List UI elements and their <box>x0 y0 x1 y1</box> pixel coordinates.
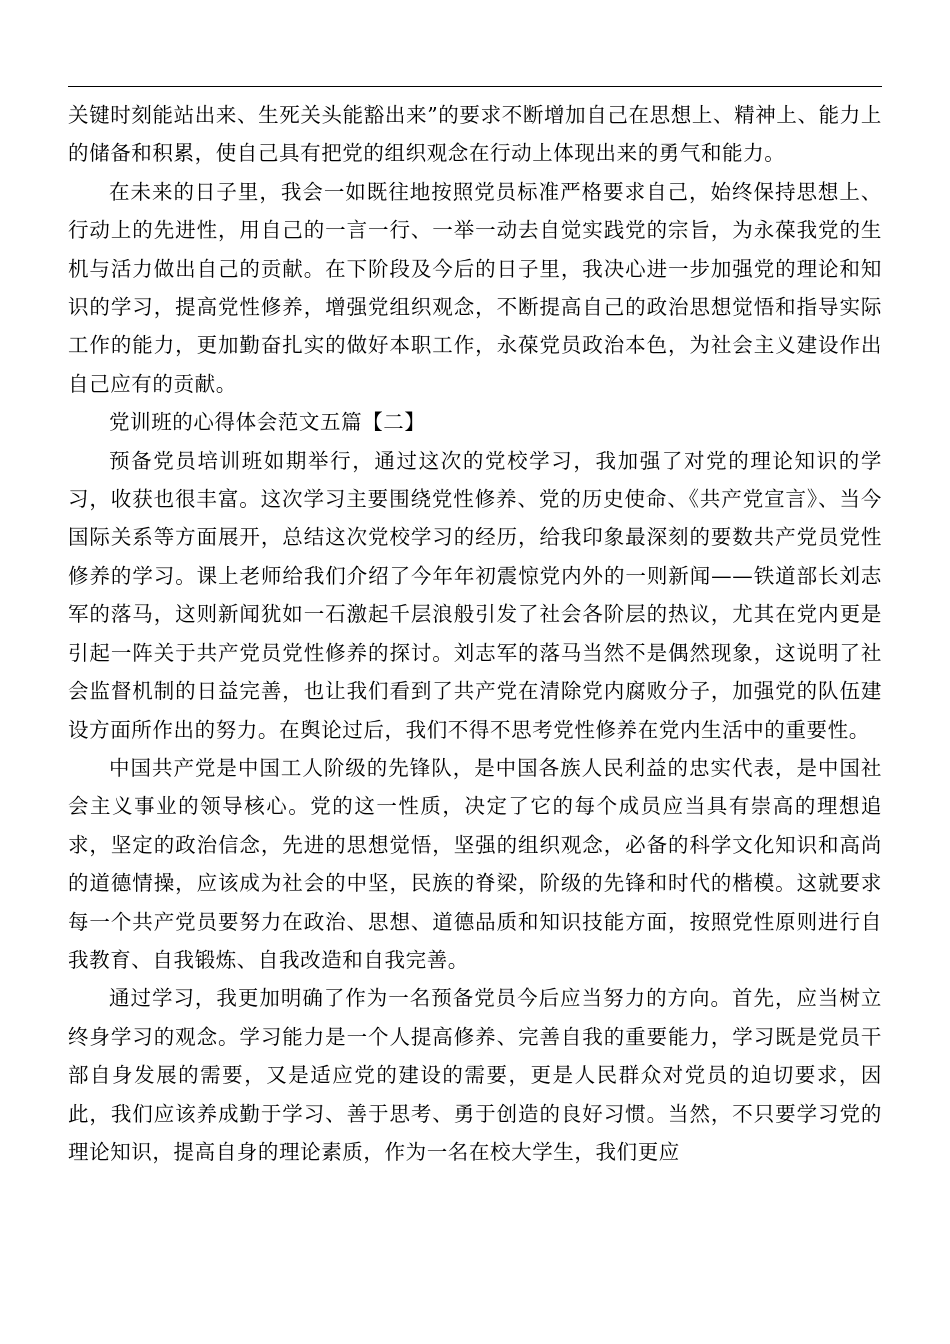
paragraph: 通过学习，我更加明确了作为一名预备党员今后应当努力的方向。首先，应当树立终身学习的观念。学习能力是一个人提高修养、完善自我的重要能力，学习既是党员干部自身发展的需要，又是适应党的建设的需要，更是人民群众对党员的迫切要求，因此，我们应该养成勤于学习、善于思考、勇于创造的良好习惯。当然，不只要学习党的理论知识，提高自身的理论素质，作为一名在校大学生，我们更应 <box>68 986 882 1164</box>
paragraph: 在未来的日子里，我会一如既往地按照党员标准严格要求自己，始终保持思想上、行动上的先进性，用自己的一言一行、一举一动去自觉实践党的宗旨，为永葆我党的生机与活力做出自己的贡献。在下阶段及今后的日子里，我决心进一步加强党的理论和知识的学习，提高党性修养，增强党组织观念，不断提高自己的政治思想觉悟和指导实际工作的能力，更加勤奋扎实的做好本职工作，永葆党员政治本色，为社会主义建设作出自己应有的贡献。 <box>68 179 882 396</box>
paragraph: 预备党员培训班如期举行，通过这次的党校学习，我加强了对党的理论知识的学习，收获也很丰富。这次学习主要围绕党性修养、党的历史使命、《共产党宣言》、当今国际关系等方面展开，总结这次党校学习的经历，给我印象最深刻的要数共产党员党性修养的学习。课上老师给我们介绍了今年年初震惊党内外的一则新闻——铁道部长刘志军的落马，这则新闻犹如一石激起千层浪般引发了社会各阶层的热议，尤其在党内更是引起一阵关于共产党员党性修养的探讨。刘志军的落马当然不是偶然现象，这说明了社会监督机制的日益完善，也让我们看到了共产党在清除党内腐败分子，加强党的队伍建设方面所作出的努力。在舆论过后，我们不得不思考党性修养在党内生活中的重要性。 <box>68 448 882 742</box>
paragraph-continued: 关键时刻能站出来、生死关头能豁出来”的要求不断增加自己在思想上、精神上、能力上的储备和积累，使自己具有把党的组织观念在行动上体现出来的勇气和能力。 <box>68 103 882 166</box>
document-body <box>68 96 882 1171</box>
header-rule <box>68 86 882 87</box>
section-heading: 党训班的心得体会范文五篇【二】 <box>109 410 426 435</box>
paragraph: 中国共产党是中国工人阶级的先锋队，是中国各族人民利益的忠实代表，是中国社会主义事业的领导核心。党的这一性质，决定了它的每个成员应当具有崇高的理想追求，坚定的政治信念，先进的思想觉悟，坚强的组织观念，必备的科学文化知识和高尚的道德情操，应该成为社会的中坚，民族的脊梁，阶级的先锋和时代的楷模。这就要求每一个共产党员要努力在政治、思想、道德品质和知识技能方面，按照党性原则进行自我教育、自我锻炼、自我改造和自我完善。 <box>68 755 882 972</box>
